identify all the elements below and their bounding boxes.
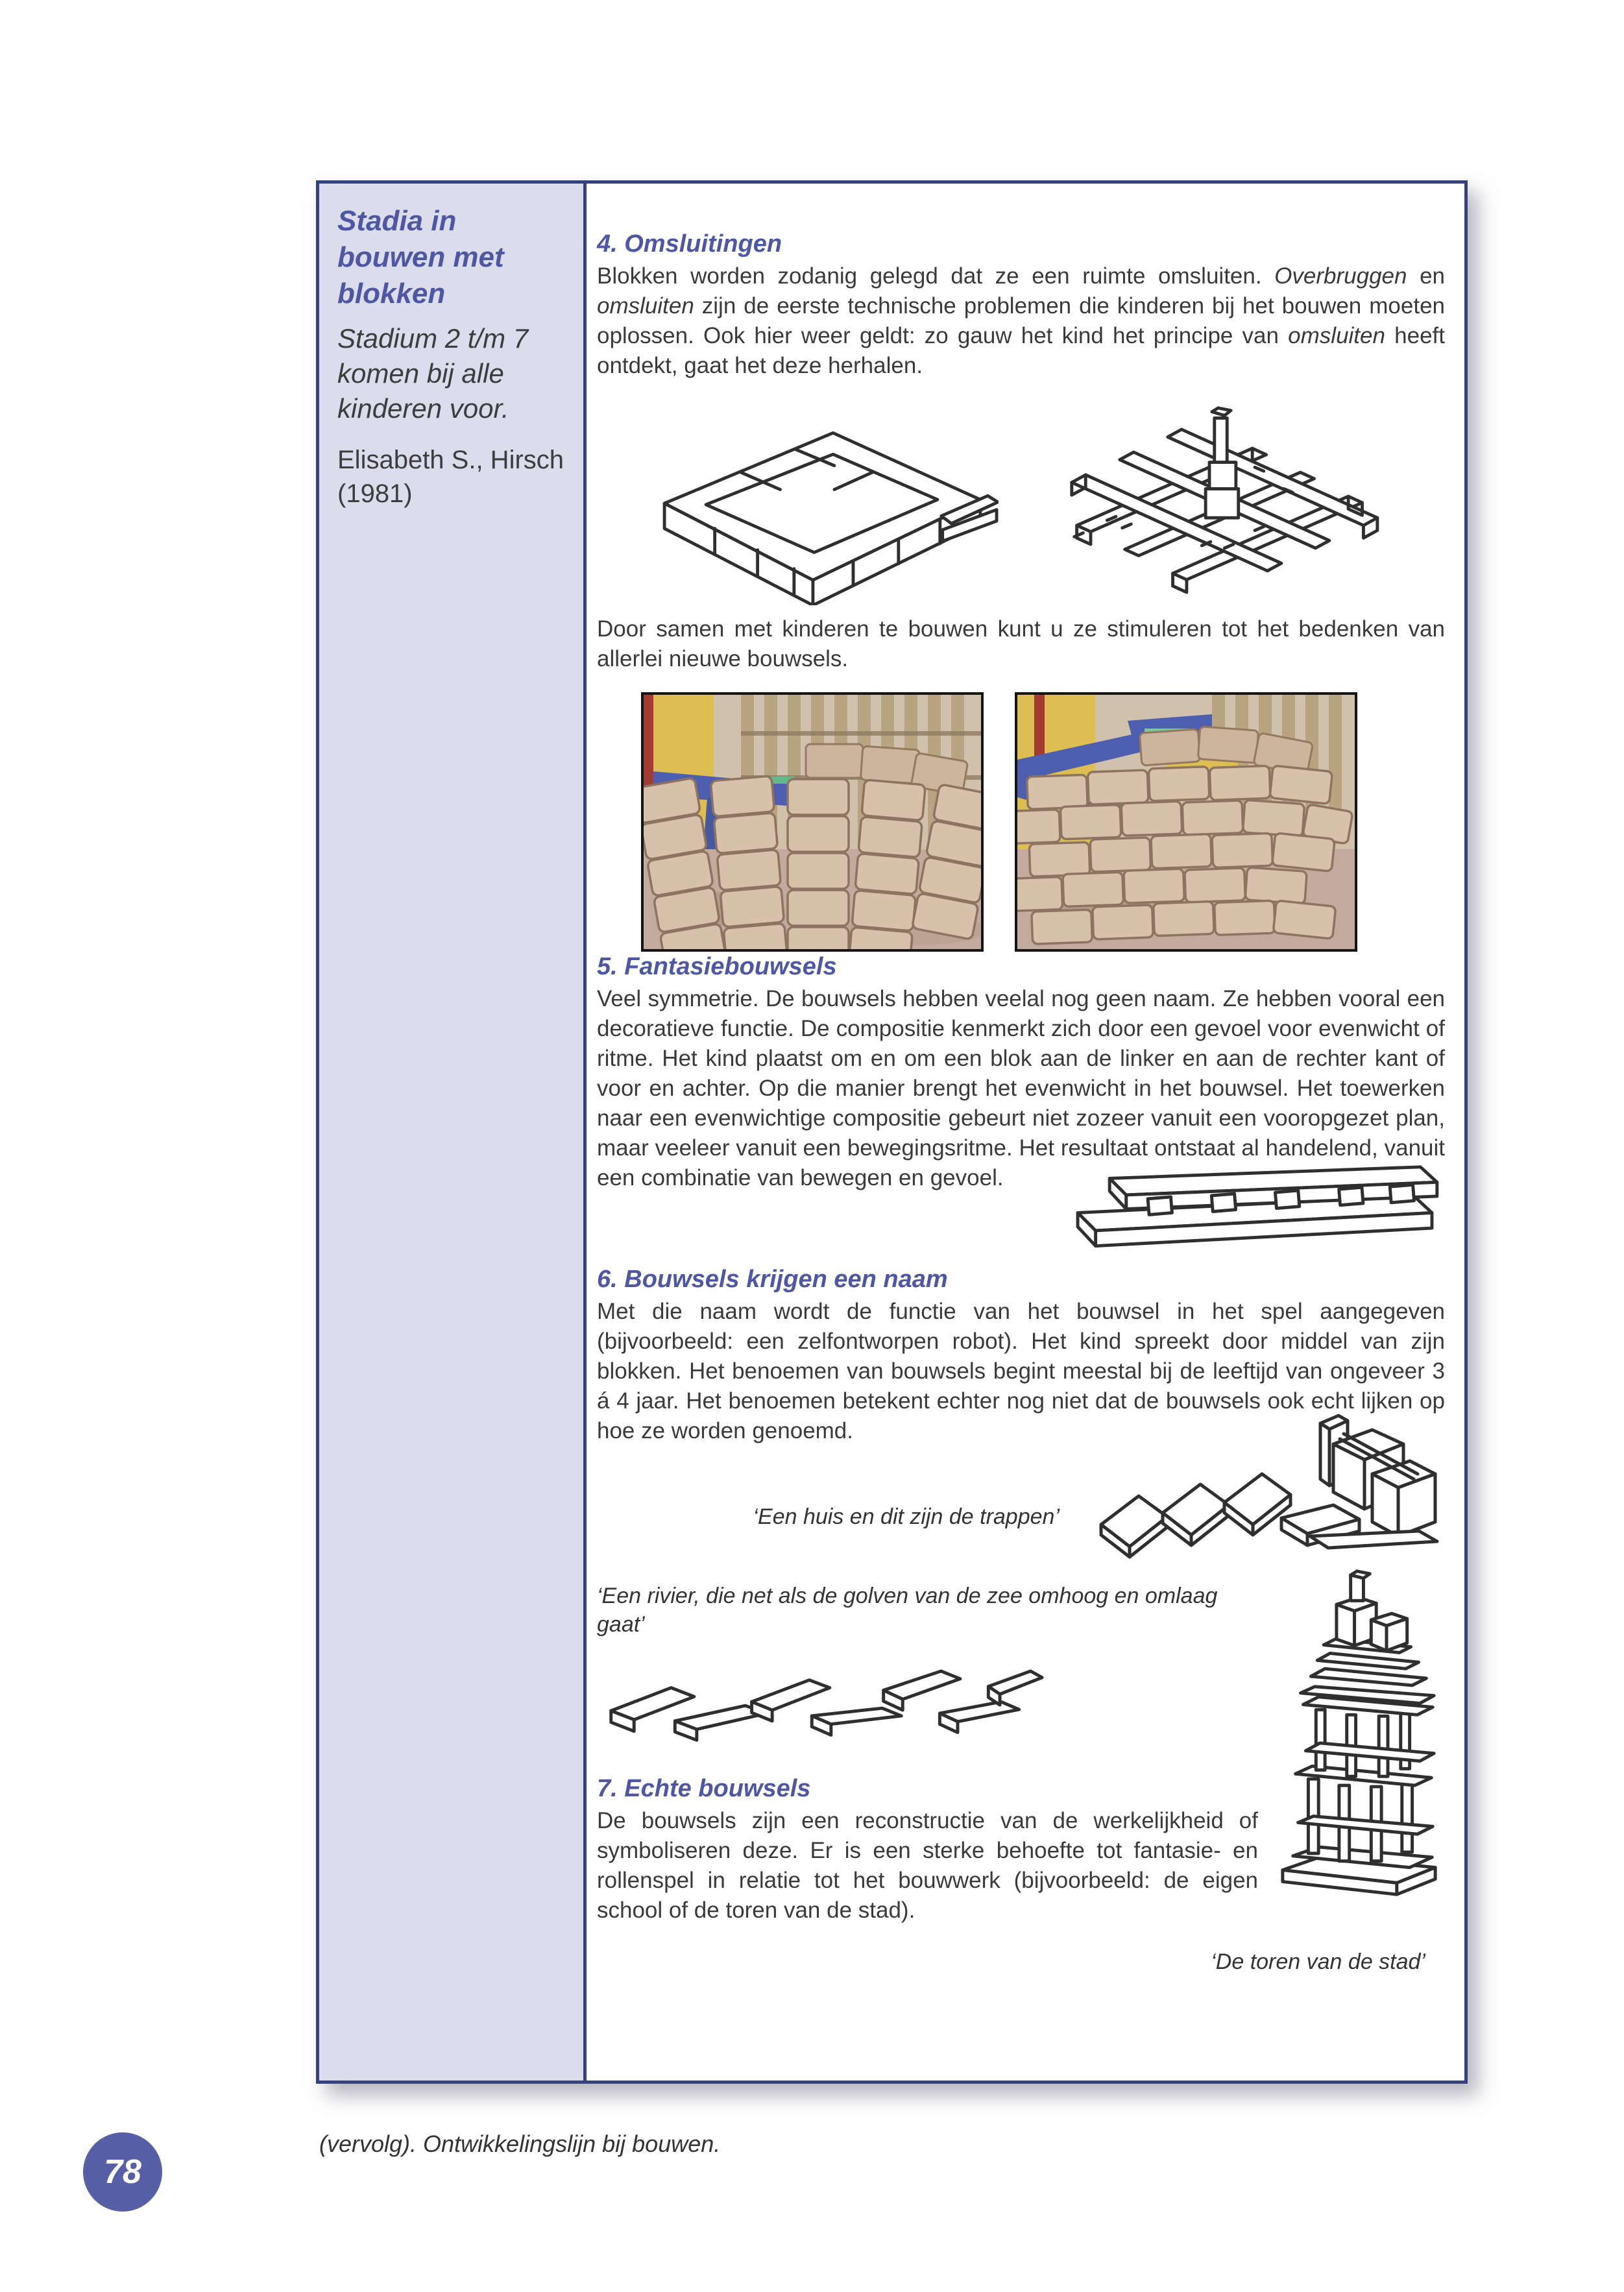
- figure-footer-caption: (vervolg). Ontwikkelingslijn bij bouwen.: [319, 2130, 721, 2157]
- page-number-badge: [83, 2132, 162, 2212]
- section6-heading: 6. Bouwsels krijgen een naam: [597, 1266, 948, 1293]
- section7-heading: 7. Echte bouwsels: [597, 1775, 811, 1802]
- main-column: [587, 184, 1464, 2081]
- section5-paragraph: Veel symmetrie. De bouwsels hebben veelal nog geen naam. Ze hebben vooral een decoratieve functie. De compositie kenmerkt zich door een gevoel voor evenwicht of ritme. Het kind plaatst om en om een blok aan de linker en aan de rechter kant of voor en achter. Op die manier brengt het evenwicht in het bouwsel. Het toewerken naar een evenwichtige compositie gebeurt niet zozeer vanuit een vooropgezet plan, maar veeleer vanuit een bewegingsritme. Het resultaat ontstaat al handelend, vanuit een combinatie van bewegen en gevoel.: [597, 986, 1445, 1190]
- caption-house: ‘Een huis en dit zijn de trappen’: [753, 1504, 1060, 1529]
- figure-tower: [1275, 1566, 1445, 1902]
- page-number: 78: [104, 2153, 141, 2191]
- caption-tower: ‘De toren van de stad’: [1211, 1949, 1425, 1974]
- section4-heading: 4. Omsluitingen: [597, 230, 782, 258]
- figure-symmetric-rows: [1065, 1159, 1448, 1264]
- sidebar-note: Stadium 2 t/m 7 komen bij alle kinderen voor.: [337, 323, 529, 424]
- section7-wrap: [597, 1582, 1445, 1998]
- photo-row: [641, 692, 1445, 952]
- section6-paragraph: Met die naam wordt de functie van het bouwsel in het spel aangegeven (bijvoorbeeld: een zelfontworpen robot). Het kind spreekt door middel van zijn blokken. Het benoemen van bouwsels begint meestal bij de leeftijd van ongeveer 3 á 4 jaar. Het benoemen betekent echter nog niet dat de bouwsels ook echt lijken op hoe ze worden genoemd.: [597, 1299, 1445, 1443]
- sidebar-reference-name: Elisabeth S., Hirsch: [337, 446, 564, 474]
- section4-paragraph: Blokken worden zodanig gelegd dat ze een ruimte omsluiten. Overbruggen en omsluiten zijn de eerste technische problemen die kinderen bij het bouwen moeten oplossen. Ook hier weer geldt: zo gauw het kind het principe van omsluiten heeft ontdekt, gaat het deze herhalen.: [597, 263, 1445, 378]
- photo-block-wall-staggered: [1015, 692, 1357, 952]
- figure-row-enclosures: [597, 391, 1445, 605]
- section7-paragraph: De bouwsels zijn een reconstructie van de werkelijkheid of symboliseren deze. Er is een sterke behoefte tot fantasie- en rollenspel in relatie tot het bouwwerk (bijvoorbeeld: de eigen school of de toren van de stad).: [597, 1808, 1258, 1923]
- content-box: [316, 180, 1468, 2084]
- sidebar-reference-year: (1981): [337, 479, 413, 508]
- sidebar-title: Stadia in bouwen met blokken: [337, 205, 504, 309]
- figure-river-zigzag: [600, 1654, 1047, 1770]
- section4-extra-paragraph: Door samen met kinderen te bouwen kunt u ze stimuleren tot het bedenken van allerlei nieuwe bouwsels.: [597, 616, 1445, 671]
- figure-enclosure-cross: [1044, 391, 1398, 605]
- figure-house-stairs: [1082, 1384, 1445, 1573]
- caption-river: ‘Een rivier, die net als de golven van de zee omhoog en omlaag gaat’: [597, 1584, 1218, 1637]
- photo-block-wall-aligned: [641, 692, 984, 952]
- figure-enclosure-rectangle: [645, 398, 999, 605]
- section5-heading: 5. Fantasiebouwsels: [597, 953, 837, 980]
- sidebar: [319, 184, 587, 2081]
